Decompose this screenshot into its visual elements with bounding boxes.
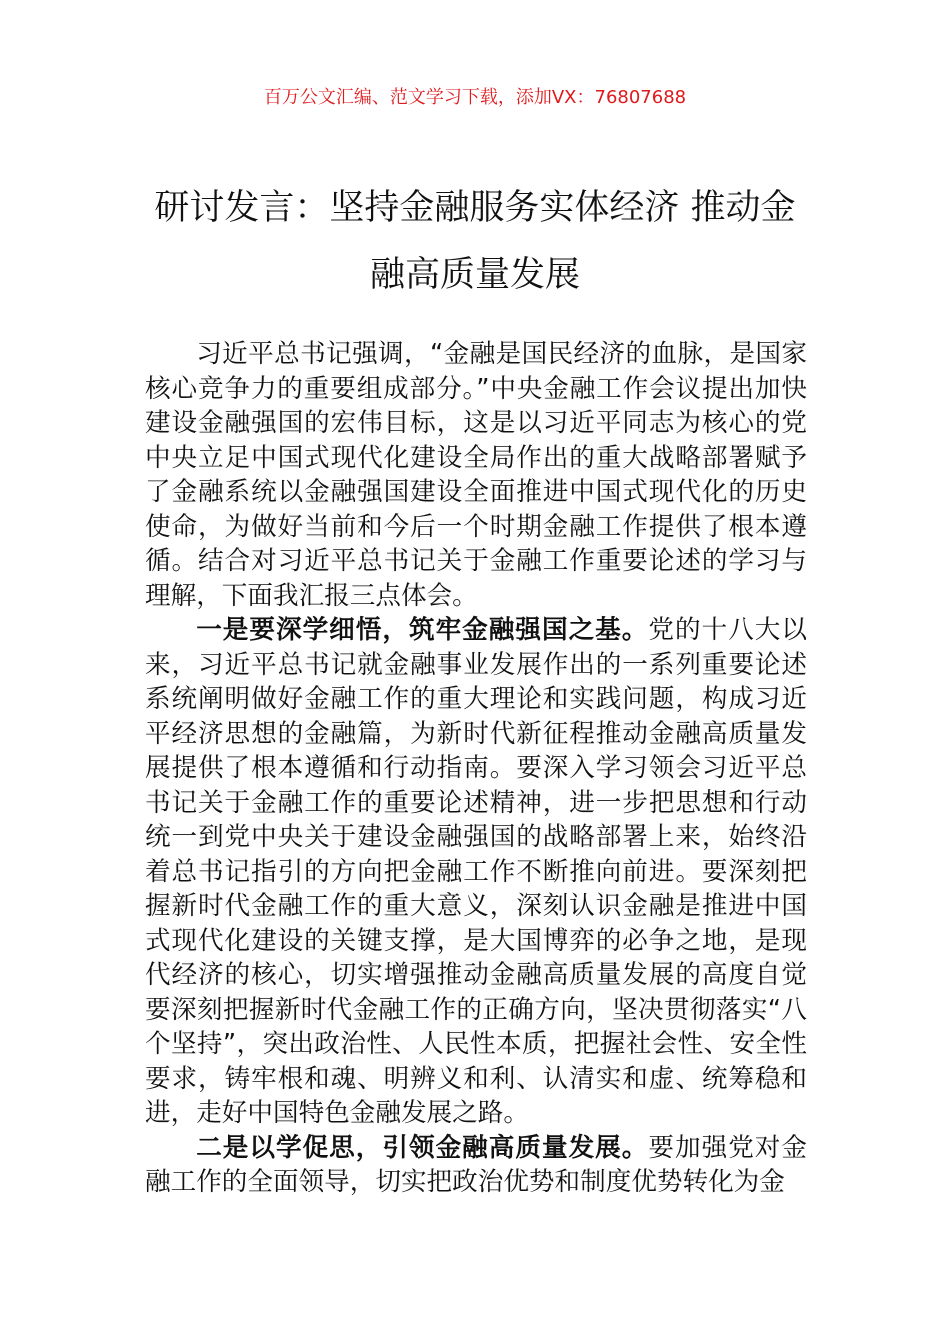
- paragraph-lead: 一是要深学细悟，筑牢金融强国之基。: [196, 615, 649, 645]
- paragraph: [145, 613, 807, 1131]
- paragraph-text: 要加强党对金融工作的全面领导，切实把政治优势和制度优势转化为金: [145, 1132, 807, 1197]
- document-title: 研讨发言：坚持金融服务实体经济 推动金融高质量发展: [154, 188, 796, 295]
- paragraph-text: 党的十八大以来，习近平总书记就金融事业发展作出的一系列重要论述系统阐明做好金融工作的重大理论和实践问题，构成习近平经济思想的金融篇，为新时代新征程推动金融高质量发展提供了根本遵循和行动指南。要深入学习领会习近平总书记关于金融工作的重要论述精神，进一步把思想和行动统一到党中央关于建设金融强国的战略部署上来，始终沿着总书记指引的方向把金融工作不断推向前进。要深刻把握新时代金融工作的重大意义，深刻认识金融是推进中国式现代化建设的关键支撑，是大国博弈的必争之地，是现代经济的核心，切实增强推动金融高质量发展的高度自觉要深刻把握新时代金融工作的正确方向，坚决贯彻落实“八个坚持”，突出政治性、人民性本质，把握社会性、安全性要求，铸牢根和魂、明辨义和利、认清实和虚、统筹稳和进，走好中国特色金融发展之路。: [145, 615, 807, 1128]
- paragraph: [145, 1131, 807, 1200]
- paragraph-lead: 二是以学促思，引领金融高质量发展。: [196, 1132, 649, 1163]
- paragraph-text: 习近平总书记强调，“金融是国民经济的血脉，是国家核心竞争力的重要组成部分。”中央金融工作会议提出加快建设金融强国的宏伟目标，这是以习近平同志为核心的党中央立足中国式现代化建设全局作出的重大战略部署赋予了金融系统以金融强国建设全面推进中国式现代化的历史使命，为做好当前和今后一个时期金融工作提供了根本遵循。结合对习近平总书记关于金融工作重要论述的学习与理解，下面我汇报三点体会。: [145, 339, 807, 611]
- document-body: [145, 337, 807, 1200]
- paragraph: [145, 337, 807, 613]
- header-note: 百万公文汇编、范文学习下载，添加VX：76807688: [263, 87, 687, 108]
